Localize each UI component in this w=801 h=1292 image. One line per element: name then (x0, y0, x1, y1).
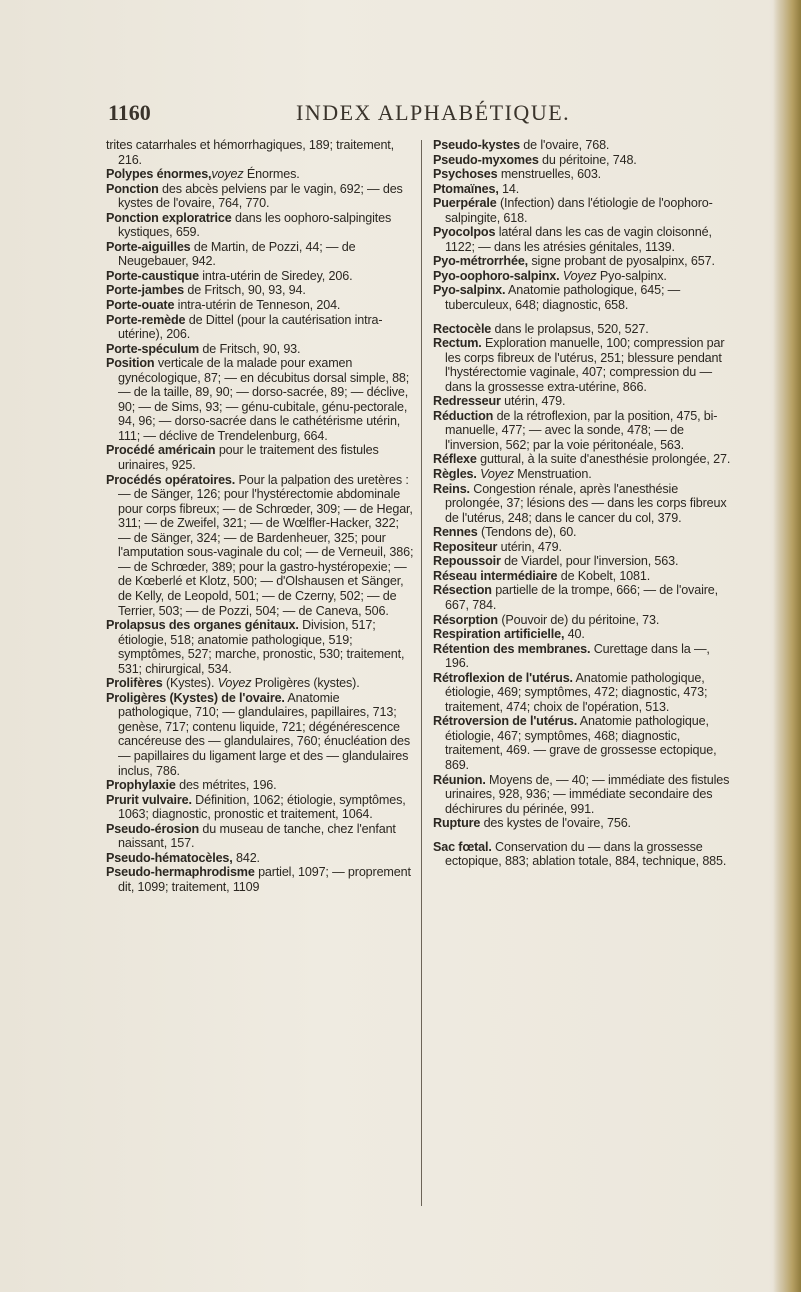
index-entry (433, 554, 733, 569)
index-term: Réduction (433, 408, 494, 423)
index-term: Psychoses (433, 167, 498, 182)
cross-reference: voyez (211, 167, 244, 182)
index-entry (106, 182, 414, 211)
index-term: Rectum. (433, 336, 482, 351)
index-term: Pyocolpos (433, 225, 496, 240)
index-entry (433, 569, 733, 584)
index-text: partiel, 1097; — proprement dit, 1099; traitement, 1109 (118, 865, 411, 894)
index-text: intra-utérin de Siredey, 206. (198, 268, 353, 283)
index-entry (433, 627, 733, 642)
index-term: Position (106, 356, 155, 371)
index-text: latéral dans les cas de vagin cloisonné, 1122; — dans les atrésies génitales, 1139. (445, 225, 712, 254)
column-divider (421, 140, 422, 1206)
index-text: 842. (232, 850, 260, 865)
index-entry (106, 283, 414, 298)
index-term: Respiration artificielle, (433, 627, 565, 642)
index-entry (106, 167, 414, 182)
index-text: du péritoine, 748. (538, 152, 637, 167)
index-text: Exploration manuelle, 100; compression par les corps fibreux de l'utérus, 251; blessure pendant l'hystérectomie vaginale, 407; compression du — dans la grossesse extra-utérine, 866. (445, 336, 725, 394)
index-entry (106, 443, 414, 472)
cross-reference: Voyez (476, 467, 514, 482)
index-entry (433, 482, 733, 526)
index-term: Polypes énormes, (106, 167, 212, 182)
index-term: Ptomaïnes, (433, 181, 499, 196)
index-term: Pyo-métrorrhée, (433, 254, 529, 269)
index-entry (433, 409, 733, 453)
index-entry (433, 182, 733, 197)
running-title: INDEX ALPHABÉTIQUE. (296, 100, 571, 125)
index-entry (106, 618, 414, 676)
index-term: Pseudo-érosion (106, 821, 200, 836)
index-entry (433, 714, 733, 772)
index-entry (106, 298, 414, 313)
index-term: Porte-ouate (106, 298, 175, 313)
index-entry (106, 211, 414, 240)
index-entry (106, 269, 414, 284)
index-entry (433, 336, 733, 394)
index-text: verticale de la malade pour examen gynécologique, 87; — en décubitus dorsal simple, 88; — de la taille, 89, 90; — dorso-sacrée, 89; — déclive, 90; — de Sims, 93; — génu-cubitale, génu-pectorale, 94, 96; — dorso-sacrée dans le cathétérisme utérin, 111; — déclive de Trendelenburg, 664. (118, 356, 410, 443)
index-text: Pour la palpation des uretères : — de Sänger, 126; pour l'hystérectomie abdominale pour corps fibreux; — de Schrœder, 309; — de Hegar, 311; — de Zweifel, 321; — de Wœlfler-Hacker, 322; — de Sänger, 324; — de Bardenheuer, 325; pour l'amputation sous-vaginale du col; — de Verneuil, 386; — de Schrœder, 389; pour la gastro-hystéropexie; — de Kœberlé et Klotz, 500; — d'Olshausen et Sänger, de Kelly, de Leopold, 501; — de Czerny, 502; — de Terrier, 503; — de Pozzi, 504; — de Caneva, 506. (118, 472, 414, 618)
index-text: Anatomie pathologique, étiologie, 469; symptômes, 472; diagnostic, 473; traitement, 474; choix de l'opération, 513. (445, 670, 708, 714)
index-term: Prolapsus des organes génitaux. (106, 618, 299, 633)
index-entry (433, 254, 733, 269)
index-text: des kystes de l'ovaire, 756. (480, 816, 631, 831)
index-term: Ponction exploratrice (106, 210, 232, 225)
index-text: trites catarrhales et hémorrhagiques, 189; traitement, 216. (106, 138, 395, 167)
index-entry (106, 865, 414, 894)
index-entry (106, 691, 414, 778)
page-number: 1160 (108, 100, 151, 125)
index-term: Porte-spéculum (106, 341, 200, 356)
index-term: Pyo-salpinx. (433, 283, 506, 298)
index-text: de Martin, de Pozzi, 44; — de Neugebauer, 942. (118, 239, 356, 269)
index-entry (433, 816, 733, 831)
index-text: dans le prolapsus, 520, 527. (491, 321, 649, 336)
index-entry (433, 269, 733, 284)
index-text: de Dittel (pour la cautérisation intra-utérine), 206. (118, 312, 383, 342)
index-text: 40. (564, 627, 585, 642)
index-text: utérin, 479. (500, 394, 566, 409)
index-term: Rétention des membranes. (433, 641, 591, 656)
index-entry (106, 822, 414, 851)
index-term: Proligères (Kystes) de l'ovaire. (106, 690, 285, 705)
index-text: Énormes. (243, 167, 300, 182)
index-term: Rectocèle (433, 321, 492, 336)
index-entry (433, 525, 733, 540)
index-text: (Infection) dans l'étiologie de l'oophoro-salpingite, 618. (445, 196, 713, 225)
index-text: de Kobelt, 1081. (557, 568, 651, 583)
index-term: Prolifères (106, 676, 163, 691)
index-term: Pseudo-hématocèles, (106, 850, 233, 865)
index-term: Porte-remède (106, 312, 186, 327)
index-text: de la rétroflexion, par la position, 475, bi-manuelle, 477; — avec la sonde, 478; — de l'inversion, 562; par la voie péritonéale, 563. (445, 408, 718, 452)
index-text: Division, 517; étiologie, 518; anatomie pathologique, 519; symptômes, 527; marche, pronostic, 530; traitement, 531; chirurgical, 534. (118, 618, 405, 676)
index-term: Prurit vulvaire. (106, 792, 192, 807)
index-text: Proligères (kystes). (251, 676, 360, 691)
index-term: Redresseur (433, 394, 501, 409)
index-entry (433, 773, 733, 817)
index-text: Anatomie pathologique, 710; — glandulaires, papillaires, 713; genèse, 717; contenu liquide, 721; dégénérescence cancéreuse des — glandulaires, 760; énucléation des — papillaires du ligament large et des — glandulaires inclus, 786. (118, 690, 410, 778)
index-term: Réseau intermédiaire (433, 568, 558, 583)
index-term: Ponction (106, 181, 159, 196)
index-text: du museau de tanche, chez l'enfant naissant, 157. (118, 821, 396, 851)
index-text: Pyo-salpinx. (596, 268, 667, 283)
index-text: signe probant de pyosalpinx, 657. (528, 254, 715, 269)
index-term: Porte-aiguilles (106, 239, 191, 254)
cross-reference: Voyez (559, 268, 597, 283)
index-entry (433, 613, 733, 628)
page-header (108, 100, 748, 130)
index-text: de l'ovaire, 768. (519, 138, 610, 152)
index-term: Réunion. (433, 772, 486, 787)
index-entry (106, 342, 414, 357)
index-entry (433, 452, 733, 467)
index-entry (433, 583, 733, 612)
index-entry (106, 851, 414, 866)
index-text: Anatomie pathologique, 645; — tuberculeux, 648; diagnostic, 658. (445, 283, 681, 313)
index-entry (106, 138, 414, 167)
index-term: Résection (433, 583, 492, 598)
index-text: Moyens de, — 40; — immédiate des fistules urinaires, 928, 936; — immédiate secondaire des déchirures du périnée, 991. (445, 772, 730, 816)
index-text: Anatomie pathologique, étiologie, 467; symptômes, 468; diagnostic, traitement, 469. — grave de grossesse ectopique, 869. (445, 714, 717, 772)
index-term: Prophylaxie (106, 778, 176, 793)
index-text: Définition, 1062; étiologie, symptômes, 1063; diagnostic, pronostic et traitement, 1064. (118, 792, 406, 822)
index-entry (433, 540, 733, 555)
page-edge (773, 0, 801, 1292)
index-entry (433, 467, 733, 482)
index-text: Curettage dans la —, 196. (445, 641, 710, 671)
index-entry (433, 225, 733, 254)
index-entry (433, 671, 733, 715)
index-entry (106, 793, 414, 822)
index-text: de Fritsch, 90, 93, 94. (184, 283, 306, 298)
index-term: Rétroversion de l'utérus. (433, 714, 578, 729)
index-entry (433, 840, 733, 869)
index-text: pour le traitement des fistules urinaires, 925. (118, 443, 379, 473)
index-term: Pseudo-hermaphrodisme (106, 865, 255, 880)
index-entry (106, 676, 414, 691)
index-term: Pseudo-myxomes (433, 152, 539, 167)
index-text: dans les oophoro-salpingites kystiques, 659. (118, 210, 392, 240)
index-term: Procédés opératoires. (106, 472, 236, 487)
index-term: Résorption (433, 612, 498, 627)
index-term: Repositeur (433, 539, 498, 554)
index-entry (106, 313, 414, 342)
index-text: intra-utérin de Tenneson, 204. (174, 298, 341, 313)
index-entry (433, 167, 733, 182)
index-text: de Viardel, pour l'inversion, 563. (500, 554, 679, 569)
index-text: guttural, à la suite d'anesthésie prolongée, 27. (476, 452, 731, 467)
index-text: (Pouvoir de) du péritoine, 73. (497, 612, 660, 627)
index-term: Porte-caustique (106, 268, 199, 283)
index-term: Procédé américain (106, 443, 216, 458)
index-term: Pyo-oophoro-salpinx. (433, 268, 560, 283)
index-text: 14. (498, 181, 520, 196)
index-entry (433, 138, 733, 153)
index-entry (433, 322, 733, 337)
index-entry (433, 283, 733, 312)
index-entry (106, 778, 414, 793)
index-term: Porte-jambes (106, 283, 184, 298)
index-term: Rennes (433, 525, 478, 540)
index-text: des métrites, 196. (175, 778, 277, 793)
index-text: Congestion rénale, après l'anesthésie prolongée, 37; lésions des — dans les corps fibreux de l'utérus, 248; dans le cancer du col, 379. (445, 481, 727, 525)
index-text: Conservation du — dans la grossesse ectopique, 883; ablation totale, 884, technique, 885. (445, 839, 727, 869)
index-term: Sac fœtal. (433, 839, 492, 854)
index-text: utérin, 479. (497, 539, 562, 554)
index-text: menstruelles, 603. (497, 167, 602, 182)
index-text: (Kystes). (162, 676, 215, 691)
left-column (106, 138, 414, 894)
index-entry (433, 153, 733, 168)
index-term: Réflexe (433, 452, 477, 467)
index-term: Rétroflexion de l'utérus. (433, 670, 573, 685)
index-term: Repoussoir (433, 554, 501, 569)
index-term: Pseudo-kystes (433, 138, 520, 152)
index-text: Menstruation. (513, 467, 592, 482)
index-entry (433, 394, 733, 409)
index-text: des abcès pelviens par le vagin, 692; — des kystes de l'ovaire, 764, 770. (118, 181, 403, 211)
index-term: Règles. (433, 467, 477, 482)
index-entry (106, 356, 414, 443)
index-entry (433, 196, 733, 225)
index-term: Rupture (433, 816, 481, 831)
index-entry (106, 240, 414, 269)
index-text: (Tendons de), 60. (477, 525, 577, 540)
index-term: Puerpérale (433, 196, 497, 211)
index-term: Reins. (433, 481, 470, 496)
index-entry (433, 642, 733, 671)
index-text: partielle de la trompe, 666; — de l'ovaire, 667, 784. (445, 583, 718, 612)
index-entry (106, 473, 414, 618)
index-text: de Fritsch, 90, 93. (199, 341, 301, 356)
cross-reference: Voyez (214, 676, 252, 691)
right-column (433, 138, 733, 869)
